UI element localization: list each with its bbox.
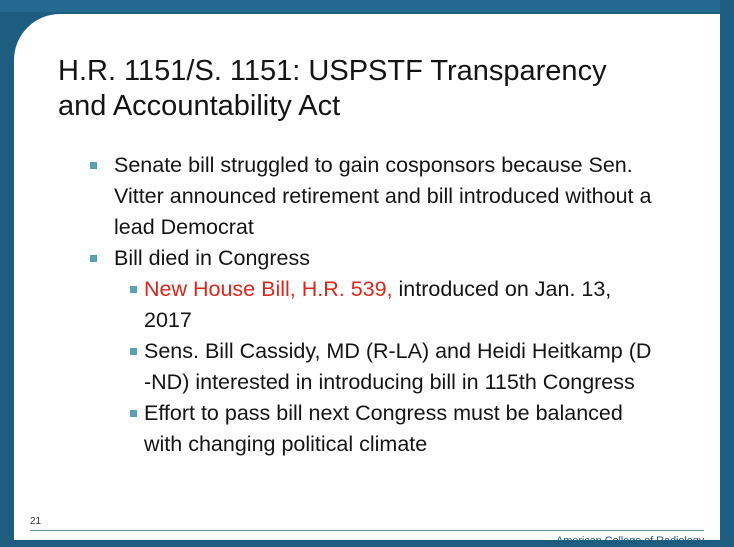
- sub-bullet-line: Sens. Bill Cassidy, MD (R-LA) and Heidi Heitkamp (D: [144, 339, 652, 363]
- title-line-1: H.R. 1151/S. 1151: USPSTF Transparency: [58, 55, 607, 87]
- highlighted-bill-text: New House Bill, H.R. 539,: [144, 277, 393, 301]
- bullet-line: Senate bill struggled to gain cosponsors because Sen.: [114, 153, 633, 177]
- bullet-item: [74, 243, 734, 274]
- square-bullet-icon: [130, 410, 137, 417]
- slide-canvas: [14, 14, 720, 547]
- sub-bullet-item: [74, 336, 734, 398]
- sub-bullet-text: introduced on Jan. 13,: [392, 277, 612, 301]
- sub-bullet-item: [74, 398, 734, 460]
- bullet-item: [74, 150, 734, 243]
- sub-bullet-line: 2017: [144, 308, 192, 332]
- sub-bullet-line: Effort to pass bill next Congress must be balanced: [144, 401, 623, 425]
- square-bullet-icon: [90, 255, 97, 262]
- sub-bullet-line: -ND) interested in introducing bill in 115th Congress: [144, 370, 635, 394]
- bullet-line: Bill died in Congress: [114, 246, 310, 270]
- bullet-list: [74, 150, 734, 460]
- frame-top-stripe: [0, 0, 720, 12]
- footer-divider: [30, 530, 704, 531]
- square-bullet-icon: [130, 348, 137, 355]
- square-bullet-icon: [130, 286, 137, 293]
- organization-logo: American College of Radiology: [556, 535, 705, 547]
- sub-bullet-line: with changing political climate: [144, 432, 428, 456]
- bullet-line: lead Democrat: [114, 215, 254, 239]
- slide-title: [58, 54, 698, 124]
- sub-bullet-item: [74, 274, 734, 336]
- square-bullet-icon: [90, 162, 97, 169]
- page-number: 21: [30, 516, 42, 527]
- sub-bullet-line: [144, 274, 734, 305]
- bullet-line: Vitter announced retirement and bill introduced without a: [114, 184, 652, 208]
- title-line-2: and Accountability Act: [58, 90, 341, 122]
